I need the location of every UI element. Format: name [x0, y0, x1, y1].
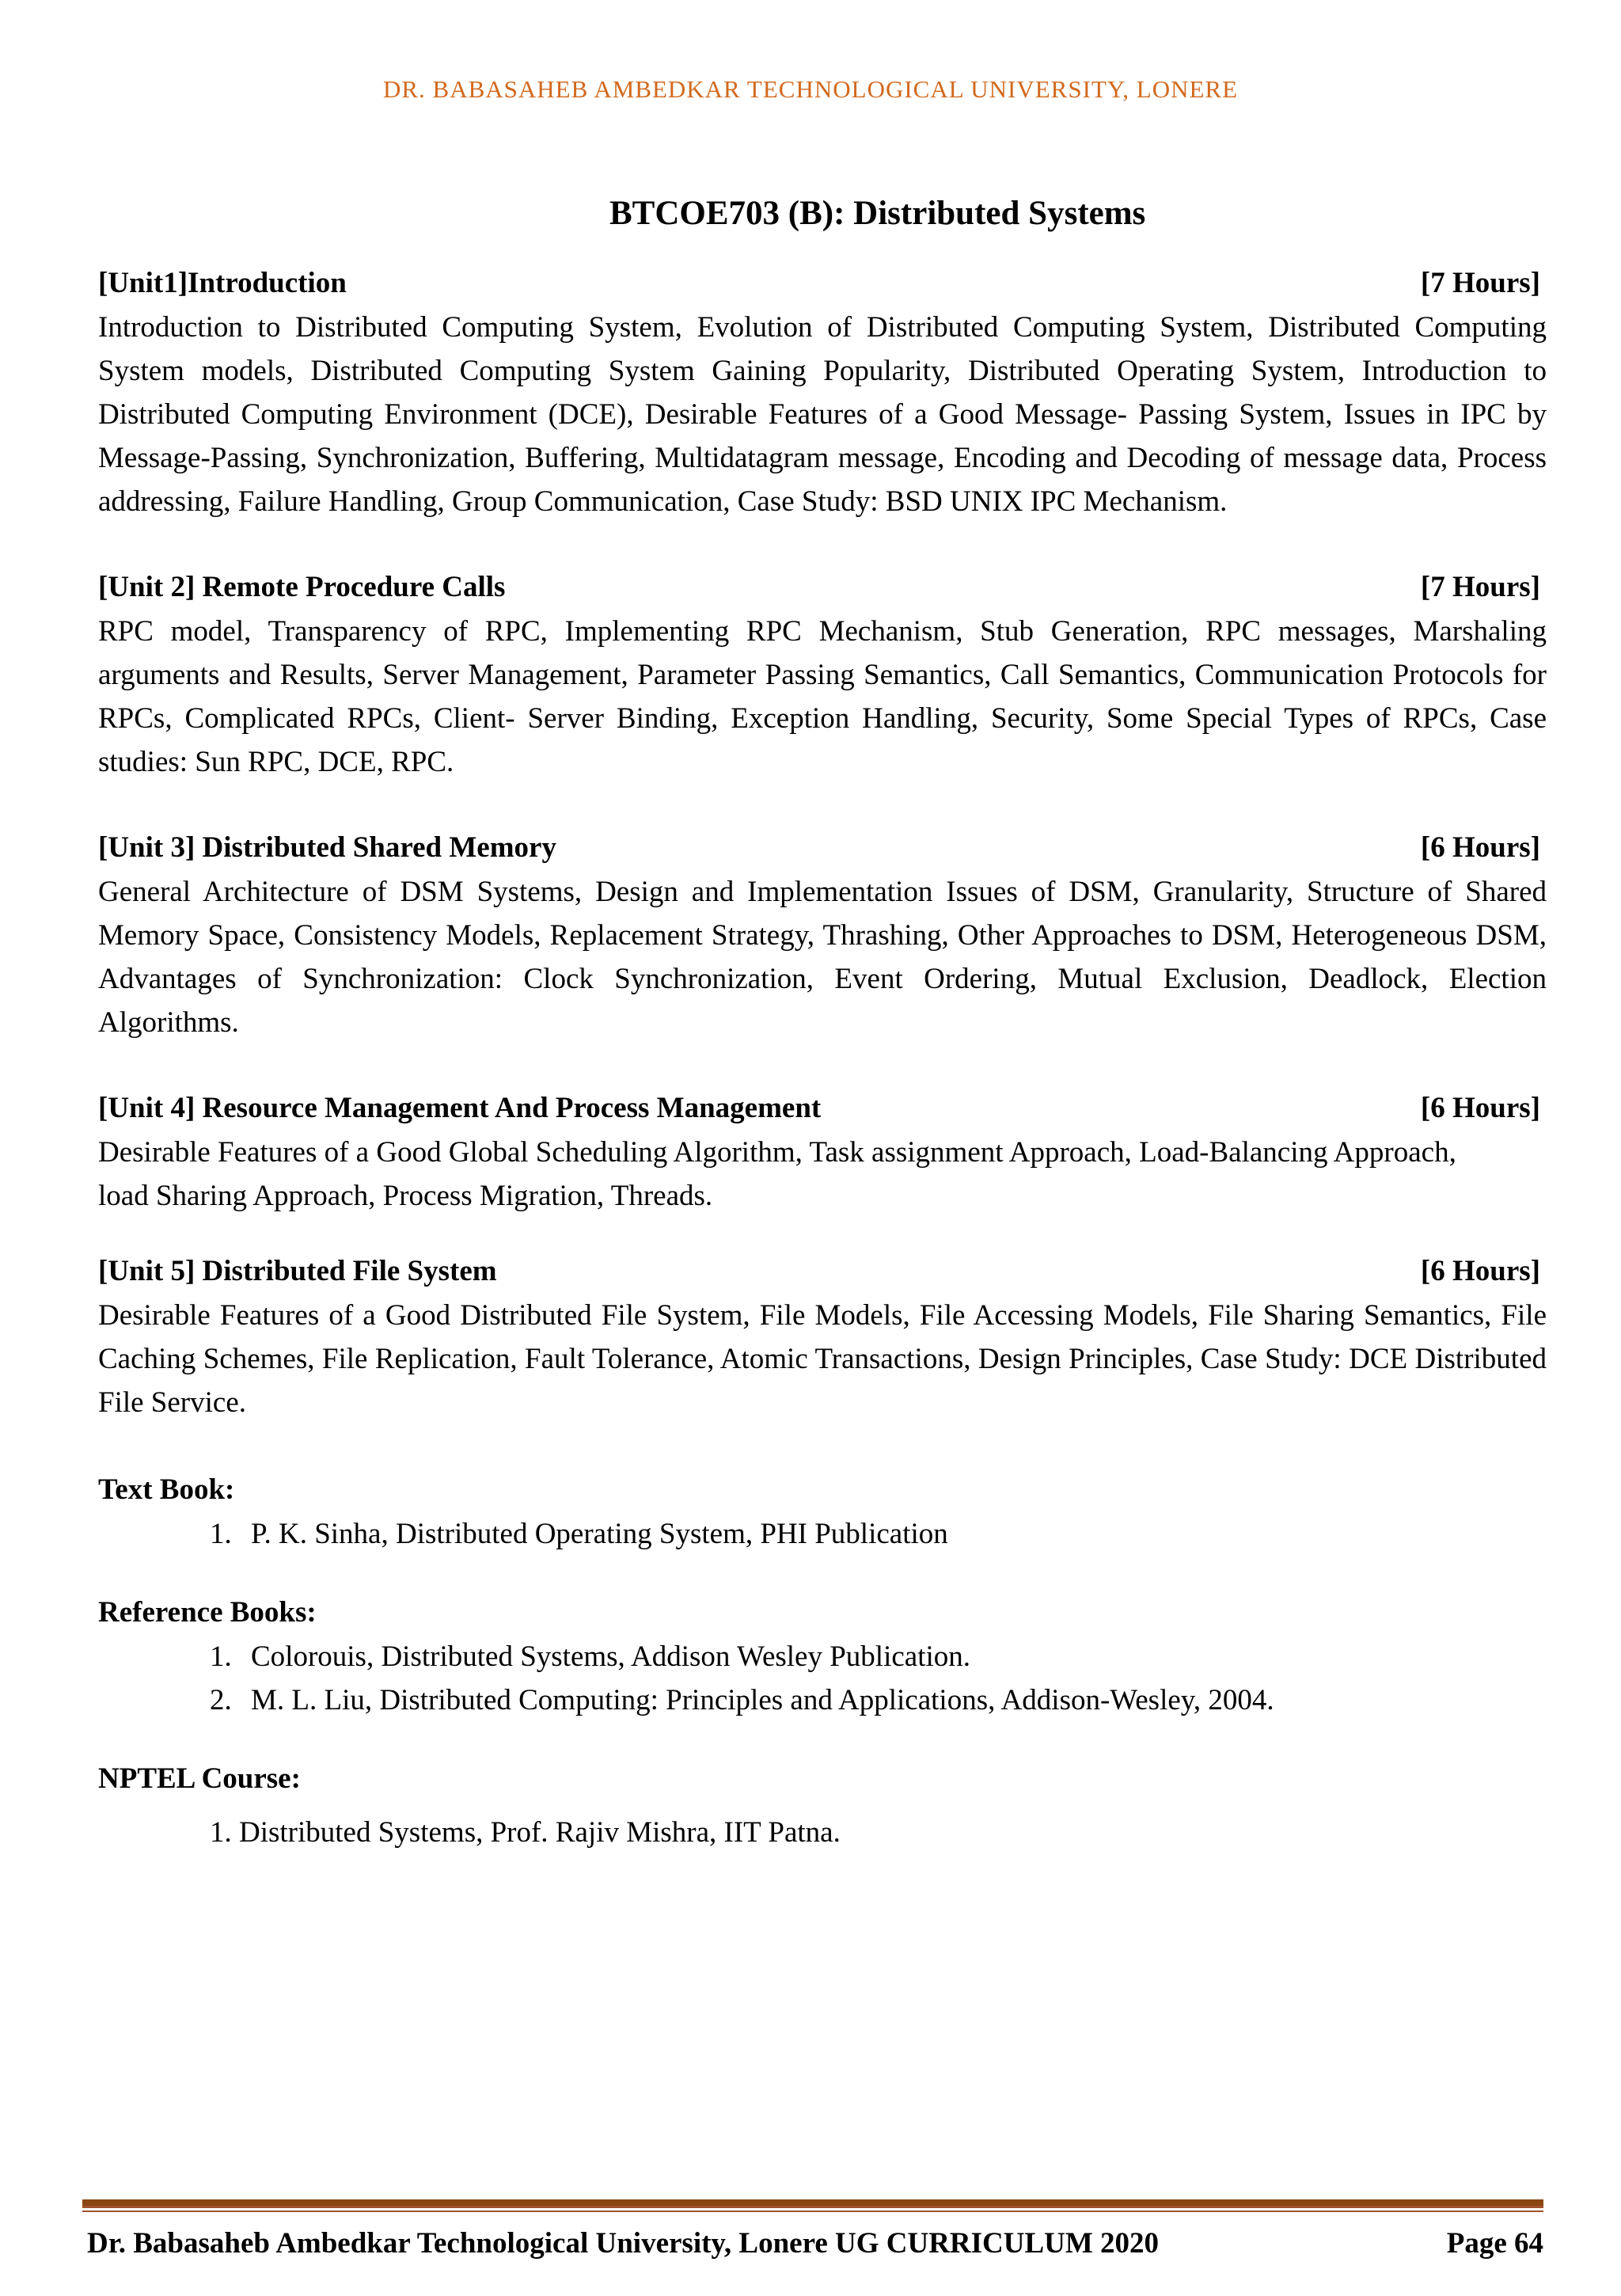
unit-hours: [6 Hours] — [1420, 831, 1540, 864]
list-item: 1. Distributed Systems, Prof. Rajiv Mishra, IIT Patna. — [210, 1816, 841, 1849]
unit-2 — [98, 565, 1547, 784]
footer-university: Dr. Babasaheb Ambedkar Technological University, Lonere UG CURRICULUM 2020 — [87, 2227, 1160, 2260]
footer-rule-thin — [82, 2210, 1543, 2212]
list-item — [210, 1512, 1547, 1556]
unit-hours: [6 Hours] — [1420, 1255, 1540, 1287]
unit-4 — [98, 1086, 1547, 1218]
unit-title: [Unit 3] Distributed Shared Memory — [98, 831, 556, 864]
unit-content: Desirable Features of a Good Global Scheduling Algorithm, Task assignment Approach, Load-Balancing Approach, load Sharing Approach, Process Migration, Threads. — [98, 1136, 1456, 1212]
unit-header — [98, 565, 1547, 610]
footer-rule — [82, 2199, 1543, 2208]
text-book-list — [98, 1512, 1547, 1556]
list-number: 2. — [210, 1684, 232, 1716]
page-footer — [87, 2226, 1543, 2260]
unit-content: Introduction to Distributed Computing System, Evolution of Distributed Computing System, Distributed Computing System models, Distributed Computing System Gaining Popularity, Distributed Operating System, Introduction to Distributed Computing Environment (DCE), Desirable Features of a Good Message- Passing System, Issues in IPC by Message-Passing, Synchronization, Buffering, Multidatagram message, Encoding and Decoding of message data, Process addressing, Failure Handling, Group Communication, Case Study: BSD UNIX IPC Mechanism. — [98, 311, 1547, 518]
nptel-list — [98, 1811, 1547, 1854]
unit-header — [98, 1086, 1547, 1131]
nptel-heading: NPTEL Course: — [98, 1762, 301, 1795]
list-number: 1. — [210, 1640, 232, 1673]
book-entry: M. L. Liu, Distributed Computing: Principles and Applications, Addison-Wesley, 2004. — [251, 1684, 1274, 1716]
list-number: 1. — [210, 1518, 232, 1550]
book-entry: P. K. Sinha, Distributed Operating System, PHI Publication — [251, 1518, 948, 1550]
unit-3 — [98, 826, 1547, 1044]
list-item — [210, 1678, 1547, 1722]
unit-title: [Unit 2] Remote Procedure Calls — [98, 571, 506, 603]
unit-title: [Unit 5] Distributed File System — [98, 1255, 497, 1287]
unit-5 — [98, 1249, 1547, 1424]
book-entry: Colorouis, Distributed Systems, Addison Wesley Publication. — [251, 1640, 971, 1673]
unit-content: Desirable Features of a Good Distributed File System, File Models, File Accessing Models, File Sharing Semantics, File Caching Schemes, File Replication, Fault Tolerance, Atomic Transactions, Design Principles, Case Study: DCE Distributed File Service. — [98, 1299, 1547, 1419]
page-header: DR. BABASAHEB AMBEDKAR TECHNOLOGICAL UNIVERSITY, LONERE — [382, 75, 1239, 103]
unit-hours: [7 Hours] — [1420, 267, 1540, 299]
unit-1 — [98, 261, 1547, 523]
reference-books-heading: Reference Books: — [98, 1596, 317, 1629]
unit-title: [Unit 4] Resource Management And Process Management — [98, 1092, 822, 1124]
unit-hours: [7 Hours] — [1420, 571, 1540, 603]
unit-content: General Architecture of DSM Systems, Design and Implementation Issues of DSM, Granularity, Structure of Shared Memory Space, Consistency Models, Replacement Strategy, Thrashing, Other Approaches to DSM, Heterogeneous DSM, Advantages of Synchronization: Clock Synchronization, Event Ordering, Mutual Exclusion, Deadlock, Election Algorithms. — [98, 876, 1547, 1039]
unit-header — [98, 826, 1547, 870]
unit-header — [98, 1249, 1547, 1294]
unit-content: RPC model, Transparency of RPC, Implementing RPC Mechanism, Stub Generation, RPC messages, Marshaling arguments and Results, Server Management, Parameter Passing Semantics, Call Semantics, Communication Protocols for RPCs, Complicated RPCs, Client- Server Binding, Exception Handling, Security, Some Special Types of RPCs, Case studies: Sun RPC, DCE, RPC. — [98, 615, 1547, 778]
unit-hours: [6 Hours] — [1420, 1092, 1540, 1124]
reference-books-list — [98, 1635, 1547, 1722]
syllabus-content — [98, 261, 1547, 1854]
unit-title: [Unit1]Introduction — [98, 267, 347, 299]
page-number: Page 64 — [1446, 2227, 1543, 2260]
course-title: BTCOE703 (B): Distributed Systems — [609, 195, 1146, 232]
text-book-heading: Text Book: — [98, 1473, 235, 1506]
unit-header — [98, 261, 1547, 306]
list-item — [210, 1635, 1547, 1678]
